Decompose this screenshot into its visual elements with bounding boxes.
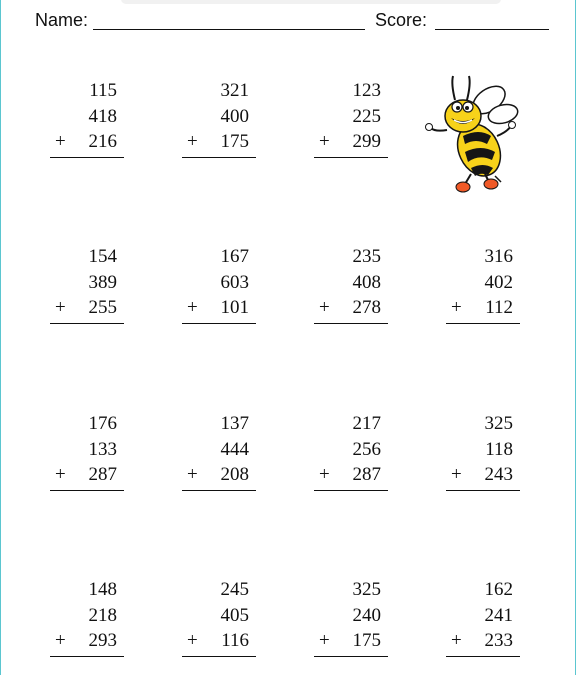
addend: 148 bbox=[88, 579, 117, 600]
addend: 112 bbox=[485, 297, 513, 318]
answer-line[interactable] bbox=[182, 656, 256, 657]
addend: 389 bbox=[88, 272, 117, 293]
addend: 123 bbox=[352, 80, 381, 101]
addend: 325 bbox=[484, 413, 513, 434]
addition-problem bbox=[49, 412, 129, 492]
addend: 400 bbox=[220, 106, 249, 127]
addend: 603 bbox=[220, 272, 249, 293]
addend: 405 bbox=[220, 605, 249, 626]
addend: 408 bbox=[352, 272, 381, 293]
addend: 278 bbox=[352, 297, 381, 318]
answer-line[interactable] bbox=[50, 490, 124, 491]
plus-sign: + bbox=[55, 464, 66, 485]
addend: 162 bbox=[484, 579, 513, 600]
addend: 256 bbox=[352, 439, 381, 460]
answer-line[interactable] bbox=[50, 323, 124, 324]
addend: 216 bbox=[88, 131, 117, 152]
plus-sign: + bbox=[187, 630, 198, 651]
answer-line[interactable] bbox=[182, 323, 256, 324]
plus-sign: + bbox=[451, 297, 462, 318]
answer-line[interactable] bbox=[314, 323, 388, 324]
addend: 240 bbox=[352, 605, 381, 626]
name-field[interactable] bbox=[93, 29, 365, 30]
addend: 245 bbox=[220, 579, 249, 600]
addend: 255 bbox=[88, 297, 117, 318]
addend: 325 bbox=[352, 579, 381, 600]
addend: 116 bbox=[221, 630, 249, 651]
addend: 299 bbox=[352, 131, 381, 152]
addend: 287 bbox=[352, 464, 381, 485]
answer-line[interactable] bbox=[182, 490, 256, 491]
addend: 225 bbox=[352, 106, 381, 127]
addition-problem bbox=[49, 578, 129, 658]
addend: 444 bbox=[220, 439, 249, 460]
name-label: Name: bbox=[35, 10, 89, 30]
addend: 293 bbox=[88, 630, 117, 651]
plus-sign: + bbox=[319, 297, 330, 318]
addend: 118 bbox=[485, 439, 513, 460]
addend: 235 bbox=[352, 246, 381, 267]
addend: 101 bbox=[220, 297, 249, 318]
addend: 241 bbox=[484, 605, 513, 626]
addition-problem bbox=[313, 245, 393, 325]
addend: 167 bbox=[220, 246, 249, 267]
addition-problem bbox=[181, 412, 261, 492]
addend: 321 bbox=[220, 80, 249, 101]
addend: 287 bbox=[88, 464, 117, 485]
addend: 175 bbox=[352, 630, 381, 651]
plus-sign: + bbox=[319, 131, 330, 152]
addend: 218 bbox=[88, 605, 117, 626]
cartoon-bee-icon bbox=[421, 70, 529, 195]
answer-line[interactable] bbox=[50, 157, 124, 158]
addend: 133 bbox=[88, 439, 117, 460]
addition-problem bbox=[445, 412, 525, 492]
addend: 243 bbox=[484, 464, 513, 485]
addend: 418 bbox=[88, 106, 117, 127]
addition-problem bbox=[313, 412, 393, 492]
top-bar bbox=[121, 0, 501, 4]
addend: 115 bbox=[89, 80, 117, 101]
addition-problem bbox=[49, 79, 129, 159]
addend: 316 bbox=[484, 246, 513, 267]
addend: 154 bbox=[88, 246, 117, 267]
plus-sign: + bbox=[451, 464, 462, 485]
answer-line[interactable] bbox=[314, 656, 388, 657]
addition-problem bbox=[313, 578, 393, 658]
addend: 175 bbox=[220, 131, 249, 152]
answer-line[interactable] bbox=[314, 157, 388, 158]
addend: 217 bbox=[352, 413, 381, 434]
answer-line[interactable] bbox=[50, 656, 124, 657]
plus-sign: + bbox=[55, 630, 66, 651]
answer-line[interactable] bbox=[446, 656, 520, 657]
addition-problem bbox=[181, 578, 261, 658]
addition-problem bbox=[49, 245, 129, 325]
addition-problem bbox=[445, 578, 525, 658]
addition-problem bbox=[181, 79, 261, 159]
plus-sign: + bbox=[187, 297, 198, 318]
plus-sign: + bbox=[451, 630, 462, 651]
answer-line[interactable] bbox=[446, 323, 520, 324]
addend: 402 bbox=[484, 272, 513, 293]
plus-sign: + bbox=[55, 131, 66, 152]
answer-line[interactable] bbox=[446, 490, 520, 491]
plus-sign: + bbox=[55, 297, 66, 318]
answer-line[interactable] bbox=[314, 490, 388, 491]
addend: 176 bbox=[88, 413, 117, 434]
addend: 137 bbox=[220, 413, 249, 434]
score-label: Score: bbox=[375, 10, 428, 30]
addition-problem bbox=[313, 79, 393, 159]
addition-problem bbox=[445, 245, 525, 325]
addition-problem bbox=[181, 245, 261, 325]
answer-line[interactable] bbox=[182, 157, 256, 158]
addend: 208 bbox=[220, 464, 249, 485]
score-field[interactable] bbox=[435, 29, 549, 30]
plus-sign: + bbox=[319, 464, 330, 485]
plus-sign: + bbox=[187, 464, 198, 485]
addend: 233 bbox=[484, 630, 513, 651]
plus-sign: + bbox=[319, 630, 330, 651]
plus-sign: + bbox=[187, 131, 198, 152]
